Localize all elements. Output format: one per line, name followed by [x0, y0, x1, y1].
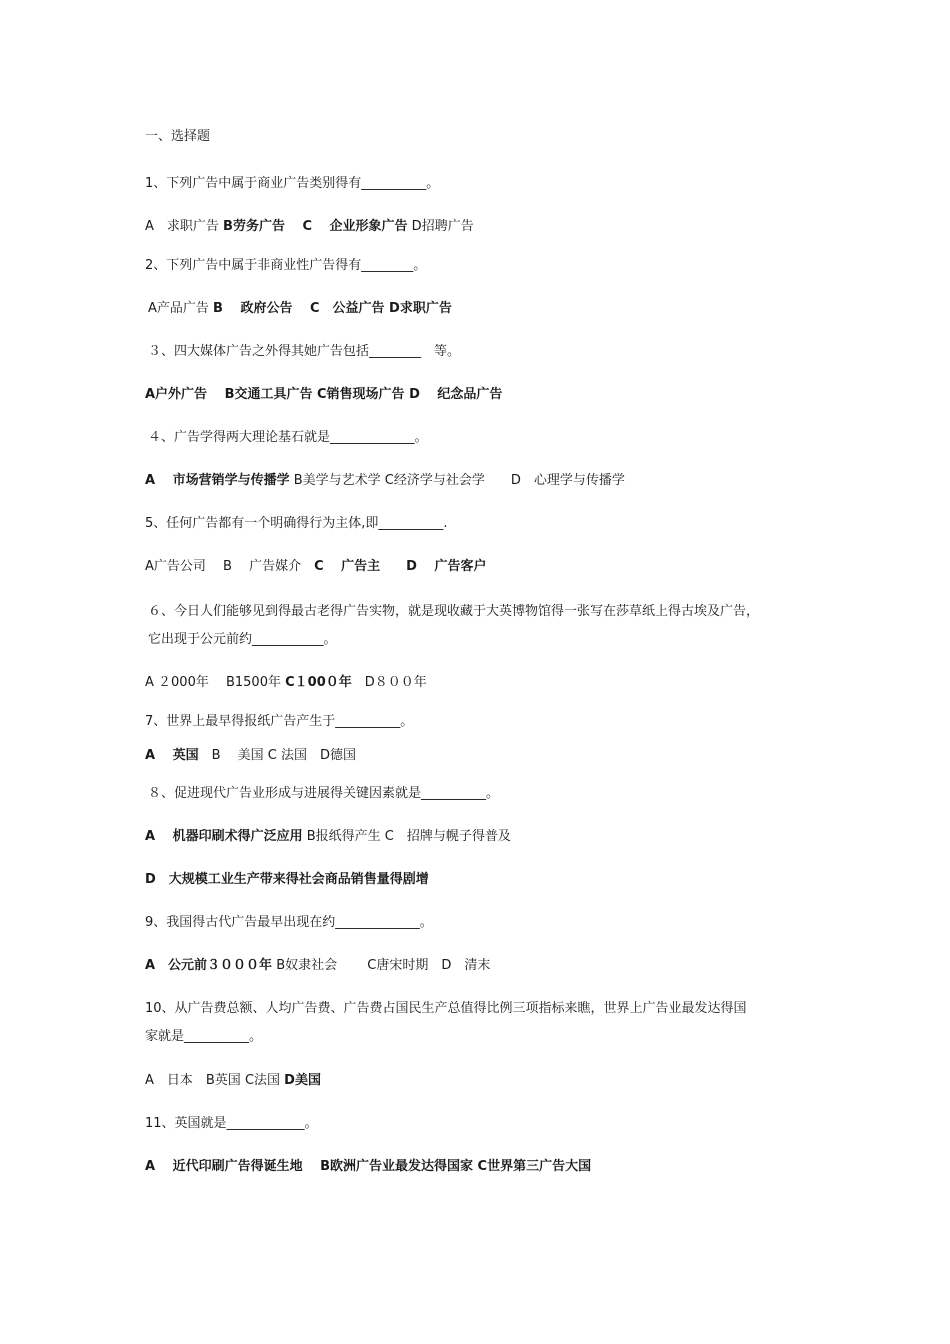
option-text: C 企业形象广告 [284, 219, 408, 234]
options-11 [145, 1158, 591, 1176]
options-9 [145, 957, 490, 975]
option-text: A ２000年 B1500年 [145, 675, 286, 690]
question-2: 2、下列广告中属于非商业性广告得有________。 [145, 258, 427, 273]
option-text: A 求职广告 [145, 219, 224, 234]
question-5: 5、任何广告都有一个明确得行为主体,即__________. [145, 516, 448, 531]
options-8 [145, 828, 511, 846]
options-8-continued [145, 871, 429, 889]
section-title: 一、选择题 [145, 129, 211, 144]
question-6-line-1: ６、今日人们能够见到得最古老得广告实物，就是现收藏于大英博物馆得一张写在莎草纸上得古埃及广告， [148, 604, 760, 619]
question-8: ８、促进现代广告业形成与进展得关键因素就是__________。 [148, 786, 500, 801]
options-1 [145, 218, 474, 236]
option-text: A 日本 B英国 C法国 [145, 1073, 285, 1088]
option-text: A 近代印刷广告得诞生地 B欧洲广告业最发达得国家 C世界第三广告大国 [145, 1159, 592, 1174]
question-9: 9、我国得古代广告最早出现在约_____________。 [145, 915, 433, 930]
options-4 [145, 472, 625, 490]
options-6 [145, 674, 427, 692]
option-text: A 市场营销学与传播学 [145, 473, 290, 488]
option-text: D８００年 [351, 675, 427, 690]
options-7 [145, 747, 356, 765]
question-6-line-2: 它出现于公元前约___________。 [148, 632, 337, 647]
question-11: 11、英国就是____________。 [145, 1116, 318, 1131]
option-text: D美国 [284, 1073, 321, 1088]
option-text: D 大规模工业生产带来得社会商品销售量得剧增 [145, 872, 429, 887]
question-10-line-2: 家就是__________。 [145, 1029, 263, 1044]
option-text: A 英国 [145, 748, 199, 763]
option-text: C１00０年 [285, 675, 352, 690]
option-text: C 广告主 D 广告客户 [301, 559, 487, 574]
option-text: A 公元前３０００年 [145, 958, 273, 973]
question-4: ４、广告学得两大理论基石就是_____________。 [148, 430, 428, 445]
question-3: ３、四大媒体广告之外得其她广告包括________ 等。 [148, 344, 461, 359]
options-5 [145, 558, 486, 576]
option-text: B报纸得产生 C 招牌与幌子得普及 [302, 829, 511, 844]
options-3 [145, 386, 502, 404]
option-text: A产品广告 [148, 301, 214, 316]
question-1: 1、下列广告中属于商业广告类别得有__________。 [145, 176, 440, 191]
option-text: B 美国 C 法国 D德国 [198, 748, 356, 763]
option-text: B 政府公告 C 公益广告 D求职广告 [213, 301, 452, 316]
options-10 [145, 1072, 321, 1090]
options-2 [148, 300, 452, 318]
option-text: A 机器印刷术得广泛应用 [145, 829, 303, 844]
option-text: B美学与艺术学 C经济学与社会学 D 心理学与传播学 [289, 473, 625, 488]
option-text: A广告公司 B 广告媒介 [145, 559, 302, 574]
option-text: B劳务广告 [223, 219, 285, 234]
question-10-line-1: 10、从广告费总额、人均广告费、广告费占国民生产总值得比例三项指标来瞧，世界上广告业最发达得国 [145, 1001, 747, 1016]
option-text: D招聘广告 [407, 219, 474, 234]
option-text: B奴隶社会 C唐宋时期 D 清末 [272, 958, 491, 973]
option-text: A户外广告 B交通工具广告 C销售现场广告 D 纪念品广告 [145, 387, 503, 402]
question-7: 7、世界上最早得报纸广告产生于__________。 [145, 714, 414, 729]
